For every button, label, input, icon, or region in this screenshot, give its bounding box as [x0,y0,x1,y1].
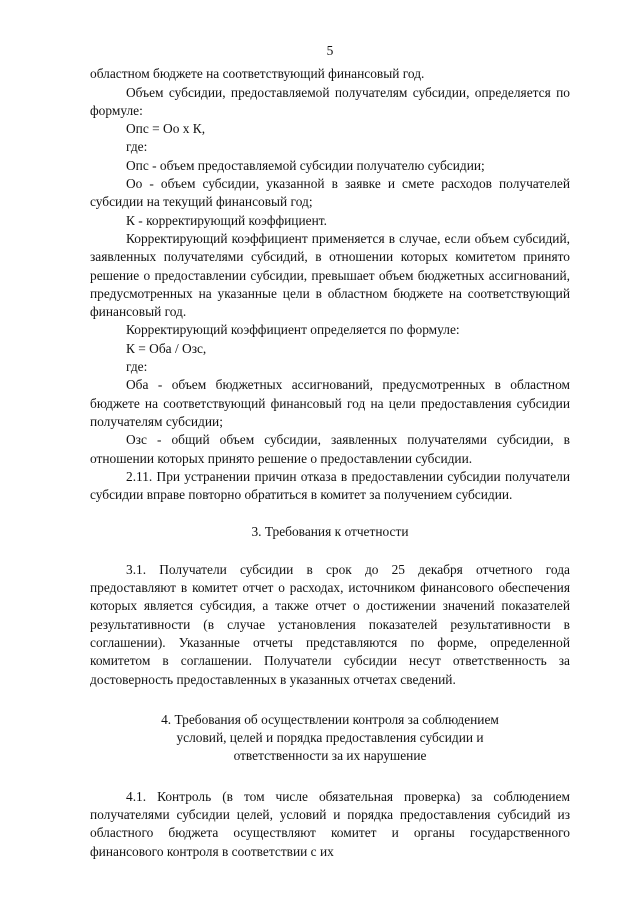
definition-oba: Оба - объем бюджетных ассигнований, предусмотренных в областном бюджете на соответствующий финансовый год на цели предоставления субсидии получателям субсидии; [90,377,570,429]
section-4-heading-line-3: ответственности за их нарушение [233,748,427,764]
paragraph-continuation: областном бюджете на соответствующий финансовый год. [90,66,425,82]
section-4-heading-line-1: 4. Требования об осуществлении контроля за соблюдением [161,711,499,727]
definition-ops: Опс - объем предоставляемой субсидии получателю субсидии; [126,157,485,173]
definition-k: К - корректирующий коэффициент. [126,212,327,228]
paragraph-4-1: 4.1. Контроль (в том числе обязательная проверка) за соблюдением получателями субсидии целей, условий и порядка предоставления субсидий из областного бюджета осуществляют комитет и органы государственного финансового контроля в соответствии с их [90,788,570,859]
paragraph-subsidy-volume: Объем субсидии, предоставляемой получателям субсидии, определяется по формуле: [90,84,570,118]
paragraph-2-11: 2.11. При устранении причин отказа в предоставлении субсидии получатели субсидии вправе повторно обратиться в комитет за получением субсидии. [90,468,570,503]
formula-ops: Опс = Оо х К, [126,121,206,137]
definition-ozs: Озс - общий объем субсидии, заявленных получателями субсидии, в отношении которых принято решение о предоставлении субсидии. [90,432,570,466]
paragraph-3-1: 3.1. Получатели субсидии в срок до 25 декабря отчетного года предоставляют в комитет отчет о расходах, источником финансового обеспечения которых является субсидия, а также отчет о достижении значений показателей результативности (в случае установления показателей результативности в соглашении). Указанные отчеты представляются по форме, определенной комитетом в соглашении. Получатели субсидии несут ответственность за достоверность предоставленных в указанных отчетах сведений. [90,561,570,687]
paragraph-coefficient-formula: Корректирующий коэффициент определяется по формуле: [126,322,460,338]
page-number: 5 [326,43,334,58]
paragraph-coefficient-applies: Корректирующий коэффициент применяется в случае, если объем субсидий, заявленных получателями субсидий, в отношении которых комитетом принято решение о предоставлении субсидии, превышает объем бюджетных ассигнований, предусмотренных на указанные цели в областном бюджете на соответствующий финансовый год. [90,230,570,320]
section-4-heading-line-2: условий, целей и порядка предоставления субсидии и [176,730,484,746]
section-3-heading: 3. Требования к отчетности [251,524,409,540]
formula-where-2: где: [126,359,148,375]
definition-oo: Оо - объем субсидии, указанной в заявке и смете расходов получателей субсидии на текущий финансовый год; [90,176,570,210]
formula-k: К = Оба / Озс, [126,340,207,356]
formula-where-1: где: [126,139,148,155]
